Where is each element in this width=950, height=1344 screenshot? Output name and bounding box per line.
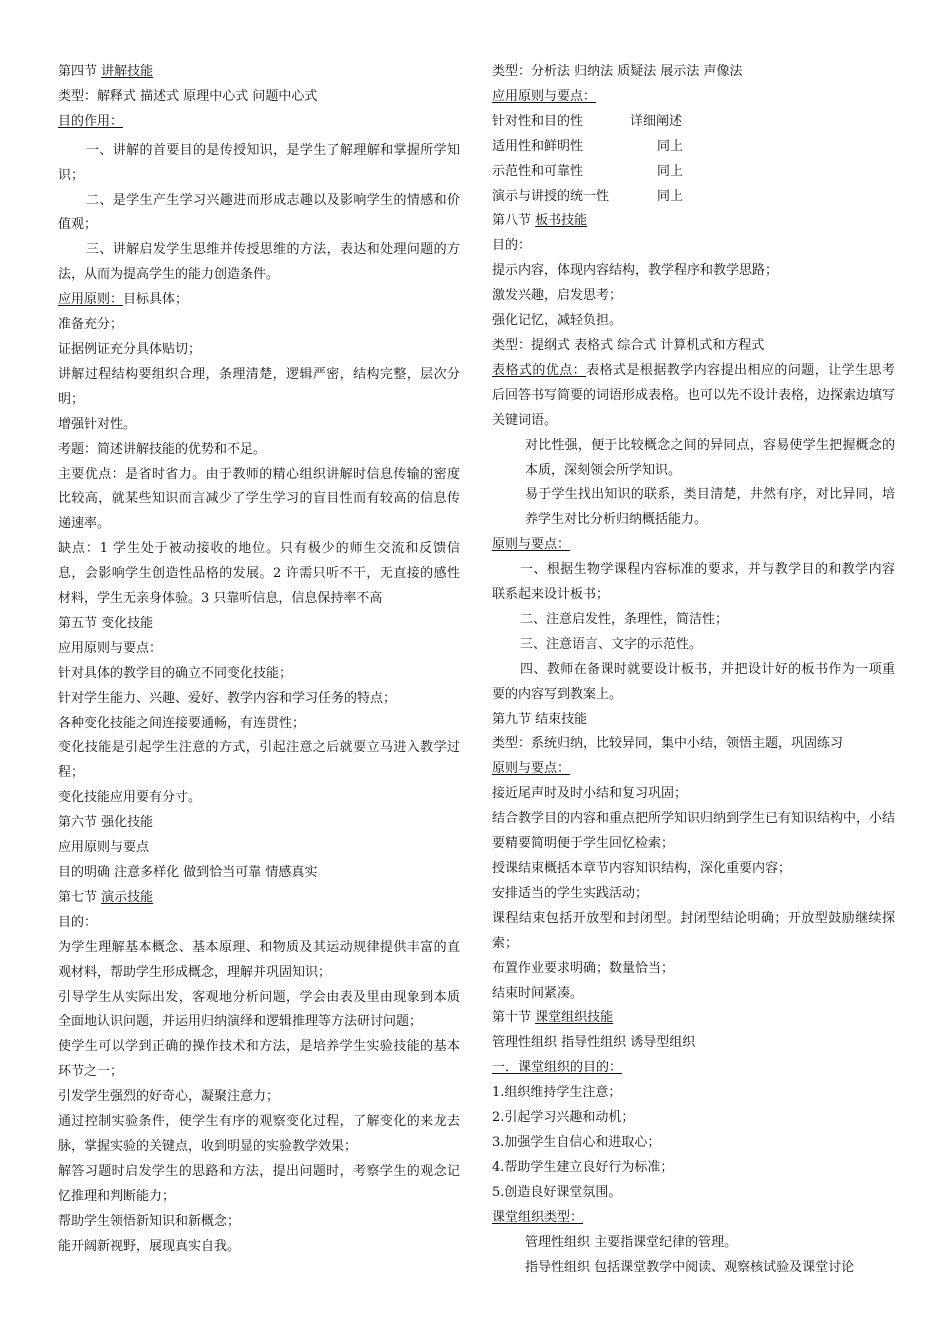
section-8-principle-heading: 原则与要点：	[492, 537, 571, 553]
left-column	[58, 60, 460, 1260]
section-5-item-3: 各种变化技能之间连接要通畅，有连贯性；	[58, 715, 306, 731]
section-8-heading: 目的：	[492, 238, 532, 254]
section-10-item-4: 4.帮助学生建立良好行为标准；	[492, 1159, 674, 1175]
section-8-principle-3: 三、注意语言、文字的示范性。	[520, 636, 703, 652]
section-8-item-1: 提示内容，体现内容结构，教学程序和教学思路；	[492, 263, 779, 279]
section-10-title	[492, 1006, 895, 1031]
section-name: 课堂组织技能	[535, 1010, 614, 1026]
section-7-principle-row-1	[492, 110, 895, 135]
principle-value: 同上	[657, 138, 684, 154]
section-4-types: 类型：解释式 描述式 原理中心式 问题中心式	[58, 88, 318, 104]
section-name: 讲解技能	[101, 64, 154, 79]
section-7-principle-row-3	[492, 160, 895, 185]
section-10-purpose-heading: 一．课堂组织的目的：	[492, 1060, 623, 1076]
section-7-principle-heading-line	[492, 85, 895, 110]
section-10-item-2: 2.引起学习兴趣和动机；	[492, 1110, 635, 1126]
right-column	[492, 60, 895, 1280]
section-7-item-3: 使学生可以学到正确的操作技术和方法，是培养学生实验技能的基本环节之一；	[58, 1039, 460, 1080]
section-7-types: 类型：分析法 归纳法 质疑法 展示法 声像法	[492, 64, 743, 79]
section-4-advantages: 主要优点：是省时省力。由于教师的精心组织讲解时信息传输的密度比较高，就某些知识而言减少了学生学习的盲目性而有较高的信息传递速率。	[58, 466, 460, 532]
section-7-principle-heading: 应用原则与要点：	[492, 88, 597, 104]
principle-value: 详细阐述	[630, 113, 683, 129]
section-4-purpose-1: 一、讲解的首要目的是传授知识，是学生了解理解和掌握所学知识；	[58, 142, 460, 183]
section-4-purpose-3: 三、讲解启发学生思维并传授思维的方法，表达和处理问题的方法，从而为提高学生的能力创造条件。	[58, 242, 460, 283]
section-8-compare: 对比性强，便于比较概念之间的异同点，容易使学生把握概念的本质，深刻领会所学知识。	[525, 437, 895, 478]
section-7-title	[58, 886, 460, 911]
section-name: 演示技能	[101, 889, 154, 905]
section-8-principle-heading-line	[492, 533, 895, 558]
section-7-item-4: 引发学生强烈的好奇心，凝聚注意力；	[58, 1089, 280, 1105]
section-10-types-heading: 课堂组织类型：	[492, 1209, 584, 1225]
section-8-principle-2: 二、注意启发性，条理性，简洁性；	[520, 611, 729, 627]
section-7-item-7: 帮助学生领悟新知识和新概念；	[58, 1213, 241, 1229]
section-5-item-2: 针对学生能力、兴趣、爱好、教学内容和学习任务的特点；	[58, 690, 397, 706]
section-9-types: 类型：系统归纳，比较异同，集中小结，领悟主题，巩固练习	[492, 736, 844, 752]
section-10-item-5: 5.创造良好课堂氛围。	[492, 1184, 622, 1200]
section-4-principle-3: 证据例证充分具体贴切；	[58, 341, 202, 357]
section-4-principle-2: 准备充分；	[58, 317, 124, 333]
section-number: 第四节	[58, 64, 102, 79]
section-7-item-5: 通过控制实验条件，使学生有序的观察变化过程，了解变化的来龙去脉，掌握实验的关键点，收到明显的实验教学效果；	[58, 1114, 460, 1154]
section-6-title: 第六节 强化技能	[58, 815, 154, 831]
section-10-type-1: 管理性组织 主要指课堂纪律的管理。	[525, 1234, 738, 1250]
section-5-item-1: 针对具体的教学目的确立不同变化技能；	[58, 665, 293, 681]
section-10-type-2: 指导性组织 包括课堂教学中阅读、观察核试验及课堂讨论	[525, 1259, 855, 1275]
section-9-item-7: 结束时间紧凑。	[492, 985, 584, 1001]
section-4-purpose-heading: 目的作用：	[58, 113, 124, 129]
section-number: 第八节	[492, 213, 536, 229]
section-8-principle-4: 四、教师在备课时就要设计板书，并把设计好的板书作为一项重要的内容写到教案上。	[492, 661, 895, 702]
principle-value: 同上	[657, 188, 684, 204]
principle-key: 针对性和目的性	[492, 113, 584, 129]
section-8-types: 类型：提纲式 表格式 综合式 计算机式和方程式	[492, 337, 765, 353]
section-9-item-1: 接近尾声时及时小结和复习巩固；	[492, 786, 688, 802]
section-7-item-2: 引导学生从实际出发，客观地分析问题，学会由表及里由现象到本质全面地认识问题，并运用归纳演绎和逻辑推理等方法研讨问题；	[58, 989, 460, 1030]
section-9-item-2: 结合教学目的内容和重点把所学知识归纳到学生已有知识结构中，小结要精要简明便于学生回忆检索；	[492, 811, 896, 852]
section-7-item-8: 能开阔新视野，展现真实自我。	[58, 1238, 241, 1254]
section-9-principle-heading-line	[492, 757, 895, 782]
section-number: 第七节	[58, 889, 102, 905]
section-8-principle-1: 一、根据生物学课程内容标准的要求，并与教学目的和教学内容联系起来设计板书；	[492, 562, 895, 603]
section-7-principle-row-2	[492, 135, 895, 160]
section-4-disadvantages: 缺点：1 学生处于被动接收的地位。只有极少的师生交流和反馈信息，会影响学生创造性品格的发展。2 许需只听不干，无直接的感性材料，学生无亲身体验。3 只靠听信息，信息保持率不高	[58, 541, 460, 607]
section-8-title	[492, 209, 895, 234]
section-5-heading: 应用原则与要点：	[58, 640, 163, 656]
section-4-principle-4: 讲解过程结构要组织合理，条理清楚，逻辑严密，结构完整，层次分明；	[58, 366, 460, 407]
section-9-principle-heading: 原则与要点：	[492, 761, 571, 777]
section-9-item-3: 授课结束概括本章节内容知识结构，深化重要内容；	[492, 861, 792, 876]
principle-key: 演示与讲授的统一性	[492, 188, 610, 204]
section-8-item-3: 强化记忆，减轻负担。	[492, 313, 623, 329]
section-7-item-1: 为学生理解基本概念、基本原理、和物质及其运动规律提供丰富的直观材料，帮助学生形成概念，理解并巩固知识；	[58, 939, 460, 980]
section-7-principle-row-4	[492, 185, 895, 210]
section-4-principle-1: 目标具体；	[123, 292, 189, 308]
section-10-types: 管理性组织 指导性组织 诱导型组织	[492, 1035, 696, 1051]
section-name: 板书技能	[535, 213, 588, 229]
section-4-title	[58, 60, 460, 85]
section-4-purpose-2: 二、是学生产生学习兴趣进而形成志趣以及影响学生的情感和价值观；	[58, 192, 460, 233]
principle-key: 适用性和鲜明性	[492, 138, 584, 154]
section-10-types-heading-line	[492, 1206, 895, 1231]
section-8-find: 易于学生找出知识的联系，类目清楚，井然有序，对比异同，培养学生对比分析归纳概括能力。	[525, 487, 895, 528]
section-6-item-1: 目的明确 注意多样化 做到恰当可靠 情感真实	[58, 865, 318, 880]
section-8-table-heading: 表格式的优点：	[492, 362, 587, 378]
section-9-title: 第九节 结束技能	[492, 711, 588, 727]
principle-value: 同上	[657, 163, 684, 179]
section-number: 第十节	[492, 1010, 536, 1026]
section-5-item-4: 变化技能是引起学生注意的方式，引起注意之后就要立马进入教学过程；	[58, 740, 460, 781]
section-5-item-5: 变化技能应用要有分寸。	[58, 790, 202, 806]
section-10-item-3: 3.加强学生自信心和进取心；	[492, 1134, 661, 1150]
section-6-heading: 应用原则与要点	[58, 840, 150, 856]
section-10-item-1: 1.组织维持学生注意；	[492, 1085, 622, 1101]
section-9-item-5: 课程结束包括开放型和封闭型。封闭型结论明确；开放型鼓励继续探索；	[492, 910, 895, 951]
section-7-heading: 目的：	[58, 914, 98, 930]
principle-key: 示范性和可靠性	[492, 163, 584, 179]
section-4-exam: 考题：简述讲解技能的优势和不足。	[58, 441, 267, 457]
section-7-item-6: 解答习题时启发学生的思路和方法，提出问题时，考察学生的观念记忆推理和判断能力；	[58, 1163, 460, 1204]
section-9-item-6: 布置作业要求明确；数量恰当；	[492, 960, 675, 976]
section-8-table-body: 表格式是根据教学内容提出相应的问题，让学生思考后回答书写简要的词语形成表格。也可以先不设计表格，边探索边填写关键词语。	[492, 362, 896, 428]
section-4-principle-heading: 应用原则：	[58, 292, 124, 308]
section-4-principle-line	[58, 288, 460, 313]
section-8-item-2: 激发兴趣，启发思考；	[492, 288, 623, 304]
section-8-table-advantages	[492, 359, 895, 434]
section-5-title: 第五节 变化技能	[58, 615, 154, 631]
section-9-item-4: 安排适当的学生实践活动；	[492, 885, 649, 901]
section-4-principle-5: 增强针对性。	[58, 416, 137, 432]
section-10-purpose-heading-line	[492, 1056, 895, 1081]
